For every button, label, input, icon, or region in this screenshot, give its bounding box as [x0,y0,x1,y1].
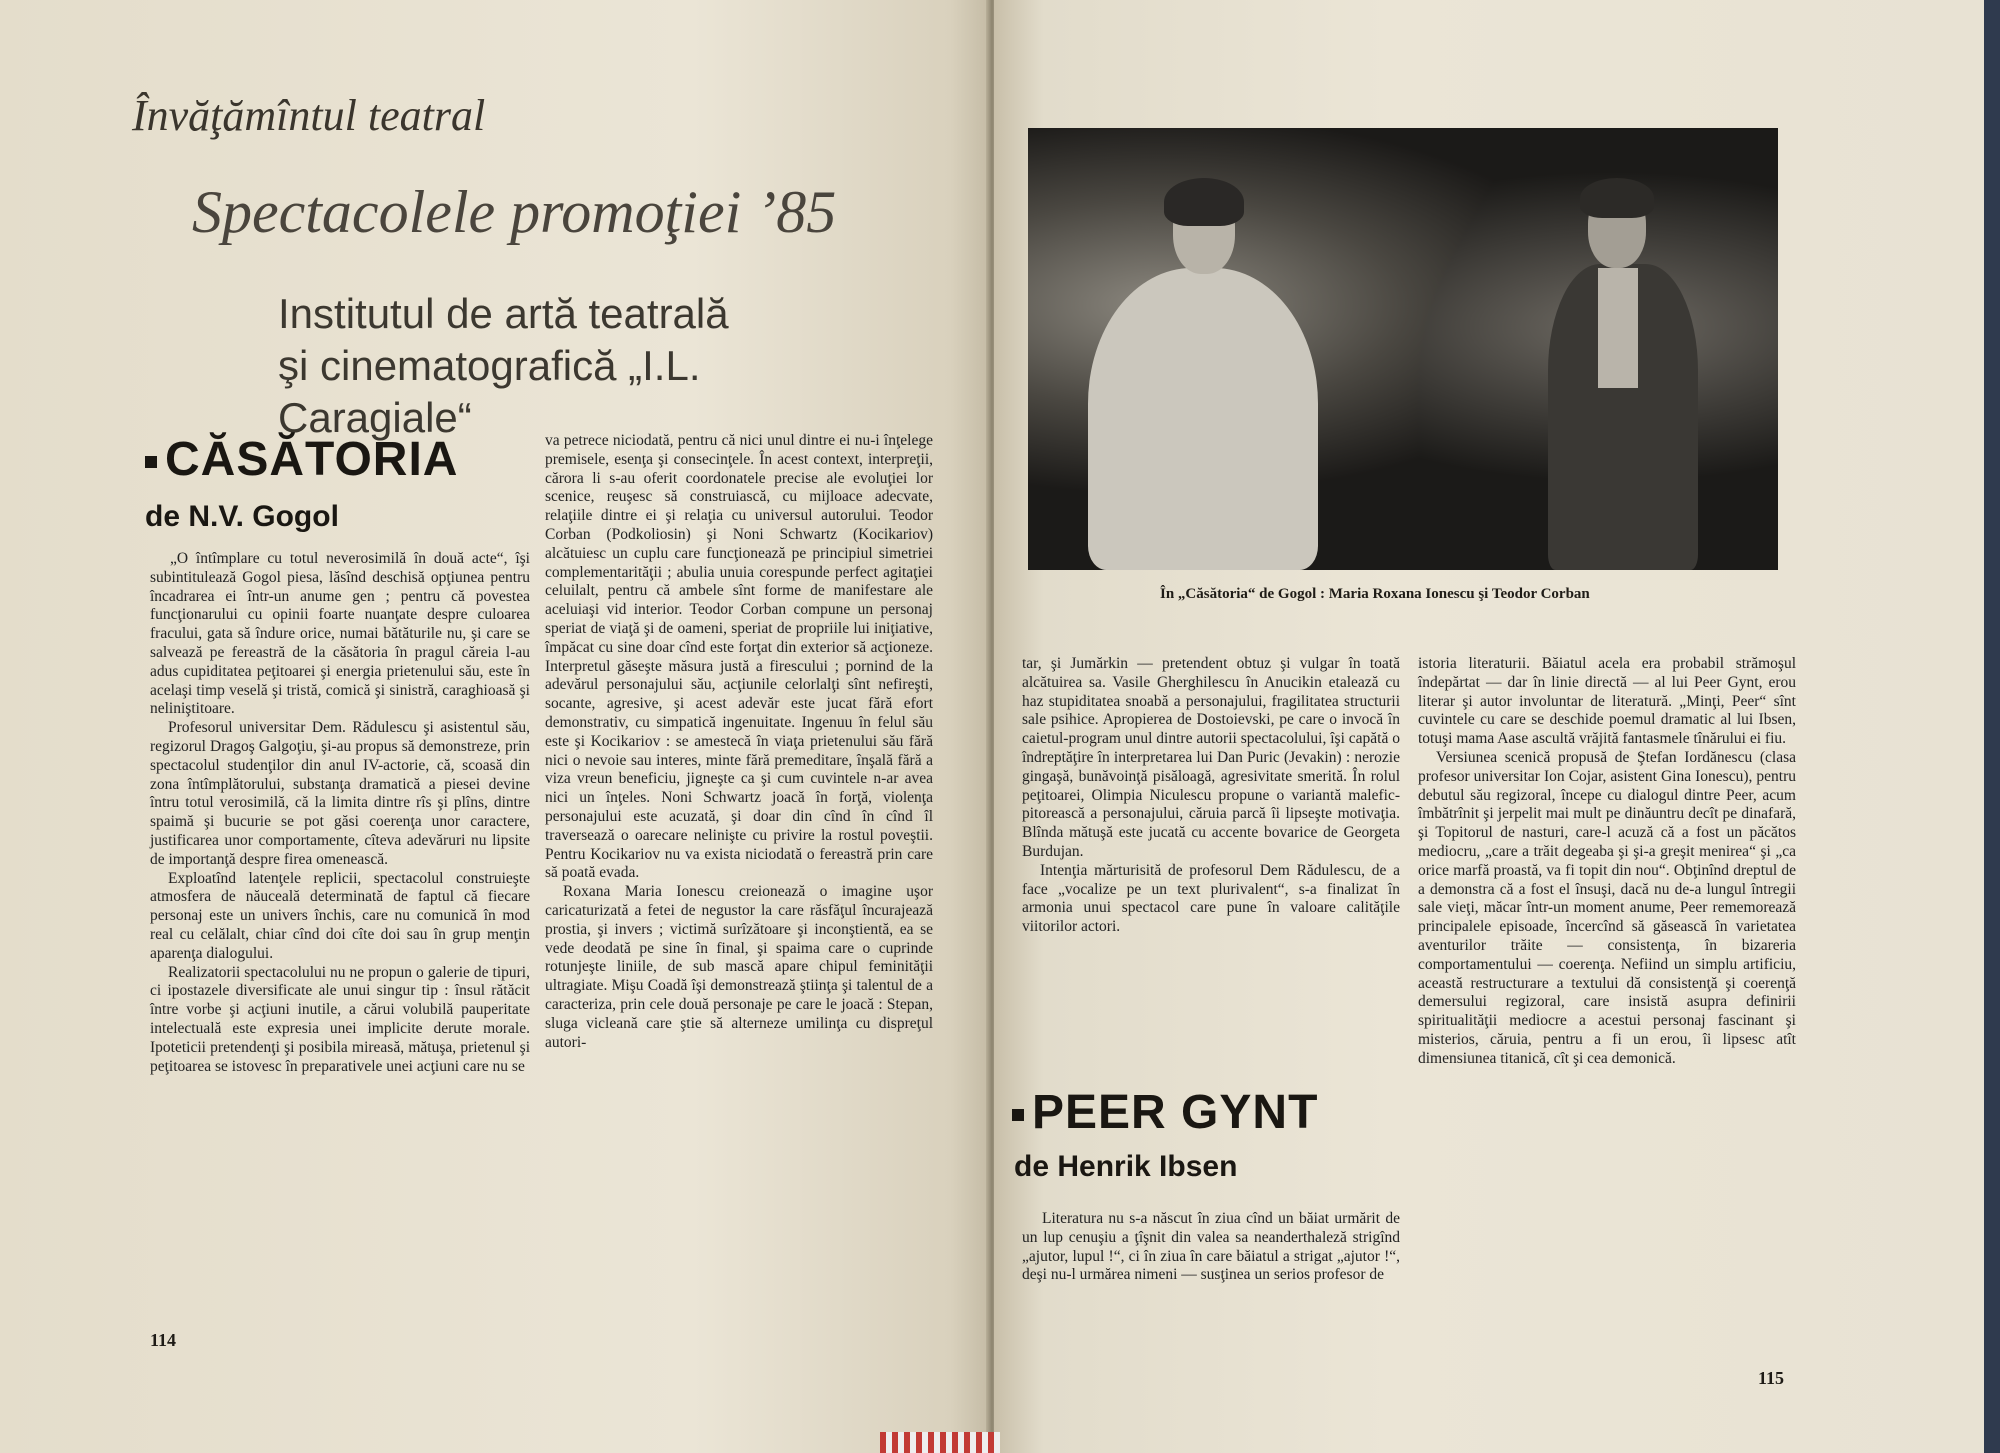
article-column [150,550,530,1076]
show-through-mark [10,60,130,960]
paragraph: istoria literaturii. Băiatul acela era probabil strămoşul îndepărtat — dar în linie directă — al lui Peer Gynt, erou literar şi autor involuntar de literatură. „Minţi, Peer“ sînt cuvintele cu care se deschide poemul dramatic al lui Ibsen, totuşi mama Aase ascultă vrăjită fantasmele tînărului ei fiu. [1418,655,1796,748]
play-title-peer-gynt [1012,1085,1318,1140]
book-cover-edge [1984,0,2000,1453]
institute-line: Institutul de artă teatrală [278,290,729,337]
actor-hair [1580,178,1654,218]
institute-heading [278,288,898,444]
institute-line: şi cinematografică „I.L. Caragiale“ [278,342,701,441]
page-number: 115 [1758,1368,1785,1388]
actor-shirt [1598,268,1638,388]
article-column [1022,1210,1400,1285]
paragraph: Profesorul universitar Dem. Rădulescu şi asistentul său, regizorul Dragoş Galgoţiu, şi-au propus să demonstreze, prin spectacolul studenţilor din anul IV-actorie, că, scoasă din zona întîmplătorului, substanţa dramatică a piesei devine întru totul verosimilă, că la limita dintre rîs şi plîns, dintre spaimă şi bucurie se pot găsi coerenţa unor caractere, justificarea unor comportamente, cîteva adevăruri nu lipsite de importanţă despre firea omenească. [150,719,530,868]
binding-stitch [880,1432,1000,1453]
bullet-square-icon [1012,1109,1024,1121]
paragraph: Roxana Maria Ionescu creionează o imagine uşor caricaturizată a fetei de negustor la care răsfăţul încurajează prostia, şi invers ; victimă surîzătoare şi inconştientă, ea se vede deodată pe sine în final, şi spaima care o cuprinde rotunjeşte liniile, de sub mască apare chipul feminităţii ultragiate. Mişu Coadă îşi demonstrează ştiinţa şi talentul de a caracteriza, prin cele două personaje pe care le joacă : Stepan, sluga vicleană care ştie să alterneze umilinţa cu dispreţul autori- [545,883,933,1051]
photo-caption: În „Căsătoria“ de Gogol : Maria Roxana Ionescu şi Teodor Corban [1160,586,1590,602]
play-author-ibsen: de Henrik Ibsen [1014,1150,1238,1183]
paragraph: va petrece niciodată, pentru că nici unul dintre ei nu-i înţelege premisele, esenţa şi consecinţele. În acest context, interpreţii, cărora li s-au oferit coordonatele precise ale evoluţiei lor scenice, reuşesc să construiască, cu mijloace adecvate, relaţiile dintre ei şi relaţia cu universul autorului. Teodor Corban (Podkoliosin) şi Noni Schwartz (Kocikariov) alcătuiesc un cuplu care funcţionează pe principiul simetriei complementarităţii ; abulia unuia corespunde perfect agitaţiei celuilalt, pentru că ambele sînt forme de manifestare ale aceluiaşi vid interior. Teodor Corban compune un personaj speriat de viaţă şi de oameni, speriat de propriile lui iniţiative, împăcat cu sine doar cînd este forţat din exterior să acţioneze. Interpretul găseşte măsura justă a firescului ; pornind de la adevărul personajului său, acţiunile celorlalţi sînt nefireşti, socante, agresive, şi acest adevăr este jucat fără efort demonstrativ, cu simpatică ingenuitate. Ingenuu în felul său este şi Kocikariov : se amestecă în viaţa prietenului său fără nici o nevoie sau interes, minte fără premeditare, înşală fără a viza vreun beneficiu, jigneşte ca şi cum cuvintele n-ar avea nici un înţeles. Noni Schwartz joacă în forţă, violenţa personajului este acuzată, şi doar din cînd în cînd îl traversează o oarecare nelinişte cu privire la rostul poveştii. Pentru Kocikariov nu va exista niciodată o fereastră prin care să poată evada. [545,432,933,882]
article-column [545,432,933,1052]
paragraph: „O întîmplare cu totul neverosimilă în două acte“, îşi subintitulează Gogol piesa, lăsînd deschisă opţiunea pentru încadrarea ei într-un anume gen ; pentru că povestea funcţionarului cu opinii foarte nuanţate despre culoarea fracului, gata să îndure orice, numai bătăturile nu, şi care se salvează pe fereastră de la căsătoria în pragul căreia l-au adus cupiditatea peţitoarei şi energia prietenului său, este în acelaşi timp veselă şi tristă, comică şi sinistră, caraghioasă şi neliniştitoare. [150,550,530,718]
paragraph: Versiunea scenică propusă de Ştefan Iordănescu (clasa profesor universitar Ion Cojar, asistent Gina Ionescu), pentru debutul său regizoral, începe cu dialogul dintre Peer, acum îmbătrînit şi jerpelit mai mult pe dinăuntru decît pe dinafară, şi Topitorul de nasturi, care-l acuză că a fost un păcătos mediocru, „care a trăit degeaba şi şi-a greşit menirea“ şi „ca orice marfă proastă, va fi topit din nou“. Obţinînd dreptul de a demonstra că a fost el însuşi, dacă nu de-a lungul întregii sale vieţi, măcar într-un moment anume, Peer rememorează principalele episoade, încercînd să găsească în varietatea aventurilor trăite — consistenţa, în bizareria comportamentului — coerenţa. Nefiind un simplu artificiu, această restructurare a textului dă consistenţă şi coerenţă demersului regizoral, care insistă asupra definirii spiritualităţii mediocre a acestui personaj fascinant şi misterios, căruia, pentru a fi un erou, îi lipsesc atît dimensiunea titanică, cît şi cea demonică. [1418,748,1796,1067]
article-column [1418,655,1796,1069]
paragraph: Exploatînd latenţele replicii, spectacolul construieşte atmosfera de năuceală determinată de faptul că fiecare personaj este un univers închis, care nu comunică în mod real cu celălalt, chiar cînd doi cîte doi sau în grup menţin aparenţa dialogului. [150,869,530,962]
left-page [0,0,990,1453]
play-title-text: CĂSĂTORIA [165,433,459,486]
stage-photo [1028,128,1778,570]
paragraph: Intenţia mărturisită de profesorul Dem Rădulescu, de a face „vocalize pe un text plurivalent“, s-a finalizat în armonia unui spectacol care pune în valoare calităţile viitorilor actori. [1022,861,1400,936]
page-number: 114 [150,1330,177,1350]
paragraph: Realizatorii spectacolului nu ne propun o galerie de tipuri, ci ipostazele diversificate ale unui singur tip : însul rătăcit între vorbe şi acţiuni inutile, a cărui volubilă pauperitate intelectuală este expresia unei implicite derute morale. Ipoteticii pretendenţi şi posibila mireasă, mătuşa, prietenul şi peţitoarea se istovesc în preparativele unei acţiuni care nu se [150,963,530,1075]
section-label: Învăţămîntul teatral [132,91,486,140]
actress-hair [1164,178,1244,226]
article-column [1022,655,1400,937]
paragraph: tar, şi Jumărkin — pretendent obtuz şi vulgar în toată alcătuirea sa. Vasile Gherghilescu în Anucikin etalează cu haz stupiditatea snoabă a personajului, fragilitatea structurii sale psihice. Apropierea de Dostoievski, pe care o invocă în caietul-program unul dintre autorii spectacolului, îşi capătă o îndreptăţire în interpretarea lui Dan Puric (Jevakin) : nerozie gingaşă, bunăvoinţă pisăloagă, agresivitate smerită. În rolul peţitoarei, Olimpia Niculescu propune o variantă malefic-pitorească a personajului, căruia parcă îi lipseşte motivaţia. Blînda mătuşă este jucată cu accente bovarice de Georgeta Burdujan. [1022,655,1400,860]
actress-figure [1088,268,1318,570]
bullet-square-icon [145,456,157,468]
paragraph: Literatura nu s-a născut în ziua cînd un băiat urmărit de un lup cenuşiu a ţîşnit din valea sa neanderthaleză strigînd „ajutor, lupul !“, ci în ziua în care băiatul a strigat „ajutor !“, deşi nu-l urmărea nimeni — susţinea un serios profesor de [1022,1210,1400,1284]
play-author-gogol: de N.V. Gogol [145,500,339,533]
play-title-casatoria [145,432,458,487]
play-title-text: PEER GYNT [1032,1086,1319,1139]
page-title: Spectacolele promoţiei ’85 [192,179,837,245]
